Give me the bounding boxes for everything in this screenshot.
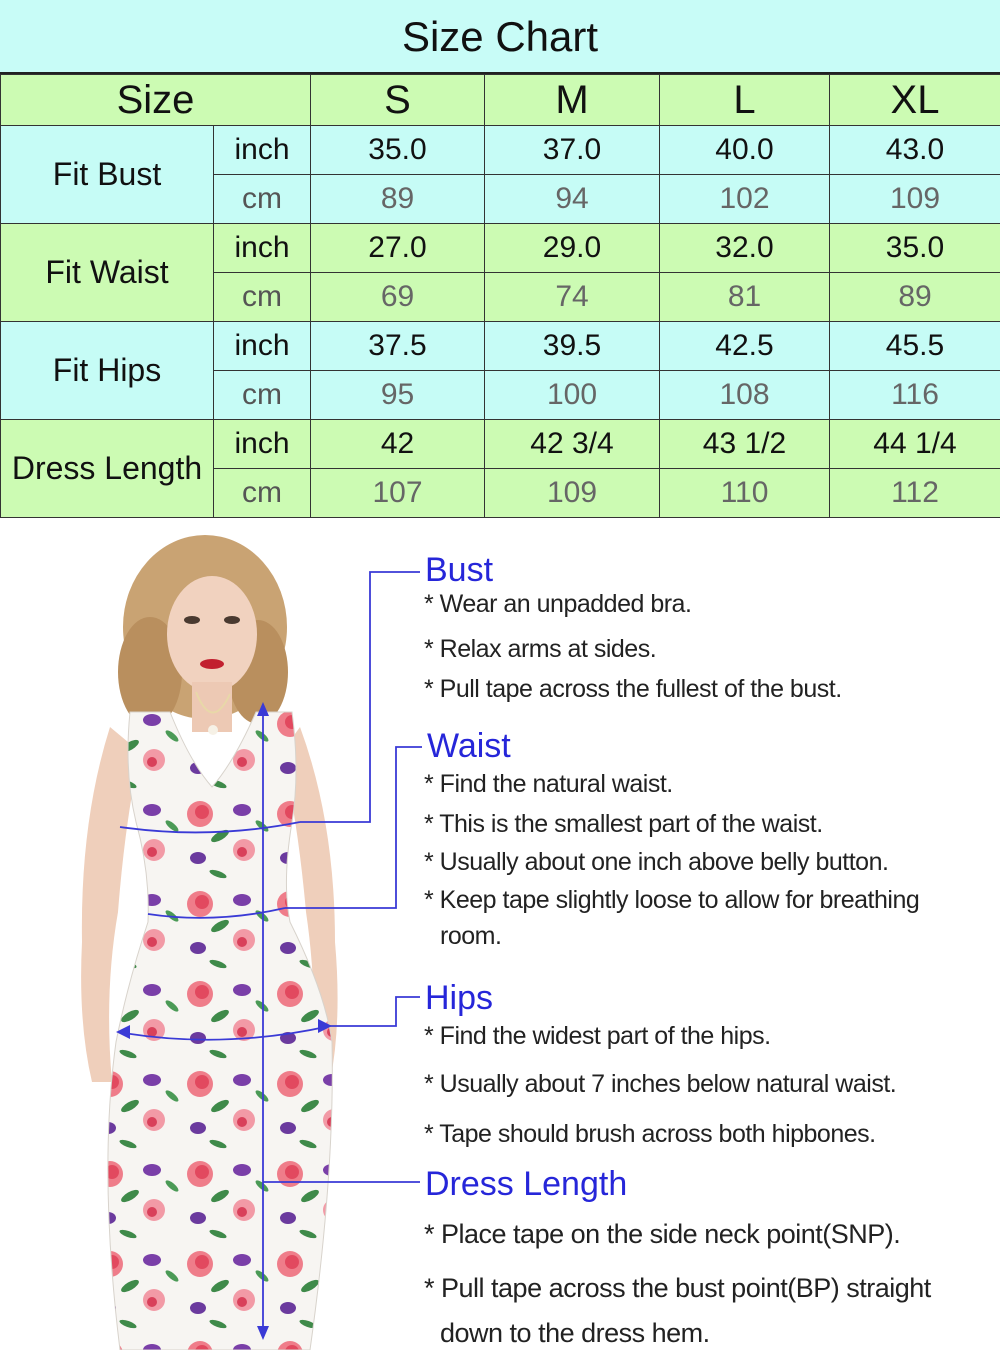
fit-waist-inch-xl: 35.0 <box>830 224 1000 273</box>
bust-instruction: * Wear an unpadded bra. <box>424 590 692 618</box>
fit-hips-cm-s: 95 <box>311 371 485 420</box>
waist-heading: Waist <box>427 727 511 765</box>
size-table <box>0 74 1000 518</box>
dress-length-cm-xl: 112 <box>830 469 1000 518</box>
size-header-xl: XL <box>830 75 1000 126</box>
fit-bust-inch-m: 37.0 <box>485 126 660 175</box>
fit-hips-cm-l: 108 <box>660 371 830 420</box>
dress-length-cm-l: 110 <box>660 469 830 518</box>
fit-bust-cm-m: 94 <box>485 175 660 224</box>
dress-length-instruction: * Pull tape across the bust point(BP) straight <box>424 1273 931 1303</box>
dress-length-cm-m: 109 <box>485 469 660 518</box>
waist-instruction: * This is the smallest part of the waist. <box>424 810 823 838</box>
waist-instruction: * Find the natural waist. <box>424 770 673 798</box>
fit-waist-label: Fit Waist <box>1 224 214 322</box>
dress-length-inch-xl: 44 1/4 <box>830 420 1000 469</box>
unit-inch-label: inch <box>214 322 311 371</box>
unit-inch-label: inch <box>214 420 311 469</box>
unit-inch-label: inch <box>214 224 311 273</box>
fit-hips-inch-m: 39.5 <box>485 322 660 371</box>
fit-waist-inch-l: 32.0 <box>660 224 830 273</box>
fit-waist-cm-xl: 89 <box>830 273 1000 322</box>
dress-length-instruction: down to the dress hem. <box>440 1318 710 1348</box>
fit-waist-cm-s: 69 <box>311 273 485 322</box>
unit-inch-label: inch <box>214 126 311 175</box>
fit-bust-cm-l: 102 <box>660 175 830 224</box>
bust-instruction: * Pull tape across the fullest of the bust. <box>424 675 842 703</box>
fit-hips-cm-m: 100 <box>485 371 660 420</box>
size-header-label: Size <box>1 75 311 126</box>
bust-instruction: * Relax arms at sides. <box>424 635 657 663</box>
fit-waist-inch-m: 29.0 <box>485 224 660 273</box>
size-header-l: L <box>660 75 830 126</box>
unit-cm-label: cm <box>214 273 311 322</box>
fit-waist-cm-m: 74 <box>485 273 660 322</box>
fit-bust-inch-s: 35.0 <box>311 126 485 175</box>
face-shape <box>167 576 257 692</box>
waist-instruction: * Usually about one inch above belly button. <box>424 848 889 876</box>
fit-waist-inch-s: 27.0 <box>311 224 485 273</box>
hips-heading: Hips <box>425 979 494 1017</box>
hips-instruction: * Usually about 7 inches below natural waist. <box>424 1070 897 1098</box>
fit-hips-inch-s: 37.5 <box>311 322 485 371</box>
unit-cm-label: cm <box>214 371 311 420</box>
fit-hips-inch-l: 42.5 <box>660 322 830 371</box>
dress-length-instruction: * Place tape on the side neck point(SNP). <box>424 1219 901 1249</box>
fit-bust-inch-l: 40.0 <box>660 126 830 175</box>
fit-hips-inch-row <box>1 322 1000 371</box>
hips-instruction: * Find the widest part of the hips. <box>424 1022 771 1050</box>
fit-bust-cm-s: 89 <box>311 175 485 224</box>
bust-leader <box>300 572 420 822</box>
size-header-row <box>1 75 1000 126</box>
dress-length-inch-l: 43 1/2 <box>660 420 830 469</box>
dress-length-cm-s: 107 <box>311 469 485 518</box>
measurement-illustration <box>0 522 1000 1350</box>
fit-waist-inch-row <box>1 224 1000 273</box>
unit-cm-label: cm <box>214 469 311 518</box>
size-header-s: S <box>311 75 485 126</box>
bust-heading: Bust <box>425 551 494 589</box>
dress-length-inch-row <box>1 420 1000 469</box>
page-title: Size Chart <box>0 0 1000 74</box>
dress-length-heading: Dress Length <box>425 1165 628 1203</box>
size-header-m: M <box>485 75 660 126</box>
fit-waist-cm-l: 81 <box>660 273 830 322</box>
fit-bust-inch-xl: 43.0 <box>830 126 1000 175</box>
unit-cm-label: cm <box>214 175 311 224</box>
fit-bust-inch-row <box>1 126 1000 175</box>
hips-leader <box>330 997 420 1026</box>
dress-length-inch-m: 42 3/4 <box>485 420 660 469</box>
dress-length-label: Dress Length <box>1 420 214 518</box>
hips-instruction: * Tape should brush across both hipbones. <box>424 1120 876 1148</box>
waist-instruction: room. <box>440 922 502 950</box>
fit-bust-label: Fit Bust <box>1 126 214 224</box>
fit-hips-inch-xl: 45.5 <box>830 322 1000 371</box>
fit-hips-label: Fit Hips <box>1 322 214 420</box>
fit-bust-cm-xl: 109 <box>830 175 1000 224</box>
waist-instruction: * Keep tape slightly loose to allow for breathing <box>424 886 920 914</box>
dress-length-inch-s: 42 <box>311 420 485 469</box>
fit-hips-cm-xl: 116 <box>830 371 1000 420</box>
